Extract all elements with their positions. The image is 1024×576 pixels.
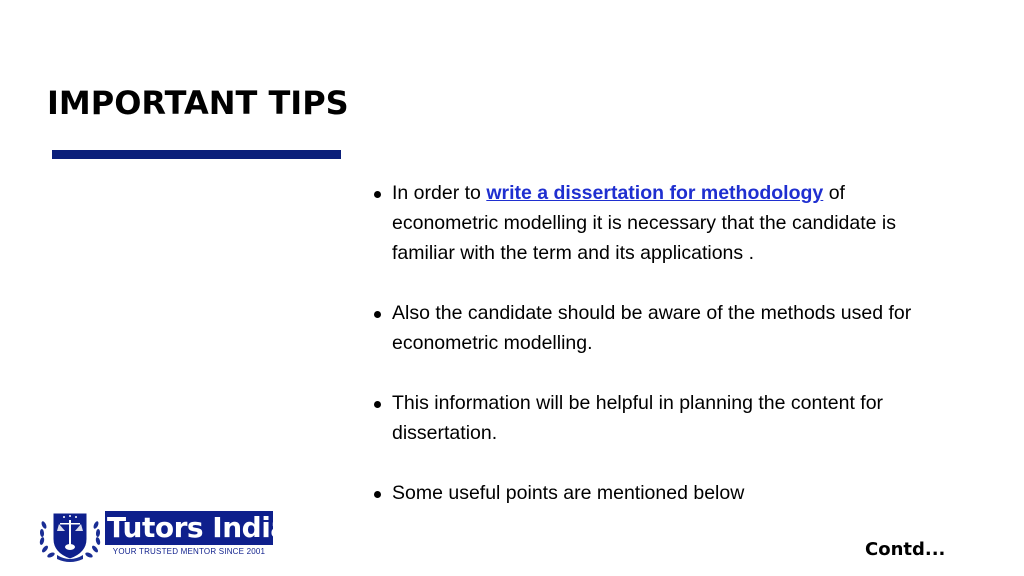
tip-text-before: In order to [392,182,487,204]
slide-title: IMPORTANT TIPS [47,84,349,122]
tip-item [372,178,952,268]
logo-name: Tutors India [107,511,289,544]
bullet-icon [374,311,381,318]
tip-item [372,388,952,448]
tip-text-after: of econometric modelling it is necessary that the candidate is familiar with the term and its applications . [392,182,897,264]
dissertation-methodology-link[interactable]: write a dissertation for methodology [486,182,824,204]
title-underline-bar [52,150,341,159]
laurel-emblem-icon [37,509,103,563]
bullet-icon [374,191,381,198]
tip-text: Some useful points are mentioned below [392,482,745,504]
tip-text: Also the candidate should be aware of the methods used for econometric modelling. [392,302,912,354]
tip-text: This information will be helpful in planning the content for dissertation. [392,392,884,444]
tip-item [372,478,952,508]
tips-list [372,178,952,508]
tip-item [372,298,952,358]
tutors-india-logo [37,509,289,563]
logo-tagline: YOUR TRUSTED MENTOR SINCE 2001 [112,547,266,556]
continued-label: Contd... [865,539,946,560]
bullet-icon [374,491,381,498]
bullet-icon [374,401,381,408]
